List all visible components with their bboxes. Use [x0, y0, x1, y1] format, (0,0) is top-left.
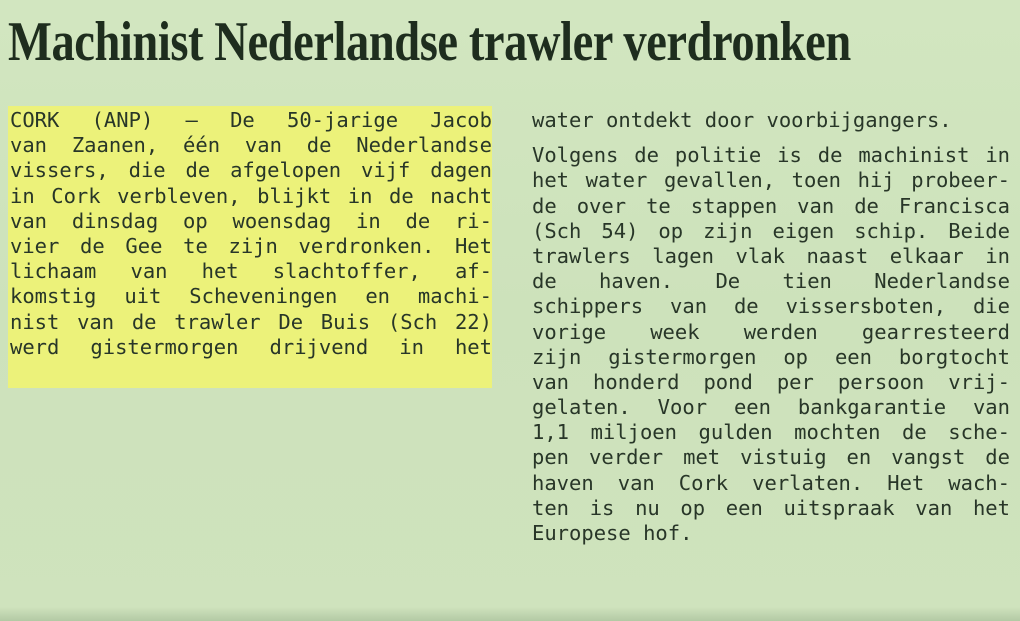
text-line: 1,1 miljoen gulden mochten de sche-: [532, 420, 1010, 445]
article-paragraph-1-continuation: [532, 108, 1010, 133]
text-line: vissers, die de afgelopen vijf dagen: [10, 158, 492, 183]
paragraph-gap: [532, 133, 1010, 143]
article-column-right: [532, 108, 1010, 546]
text-line: Europese hof.: [532, 521, 693, 545]
text-line: water ontdekt door voorbijgangers.: [532, 108, 952, 132]
text-line: pen verder met vistuig en vangst de: [532, 445, 1010, 470]
text-line: de haven. De tien Nederlandse: [532, 269, 1010, 294]
text-line: werd gistermorgen drijvend in het: [10, 334, 492, 359]
text-line: nist van de trawler De Buis (Sch 22): [10, 309, 492, 334]
text-line: zijn gistermorgen op een borgtocht: [532, 344, 1010, 369]
text-line: het water gevallen, toen hij probeer-: [532, 168, 1010, 193]
text-line: vier de Gee te zijn verdronken. Het: [10, 233, 492, 258]
text-line: (Sch 54) op zijn eigen schip. Beide: [532, 218, 1010, 243]
text-line: haven van Cork verlaten. Het wach-: [532, 470, 1010, 495]
text-line: trawlers lagen vlak naast elkaar in: [532, 243, 1010, 268]
text-line: van honderd pond per persoon vrij-: [532, 369, 1010, 394]
article-paragraph-2: [532, 143, 1010, 546]
page-edge-shadow: [0, 607, 1020, 621]
text-line: vorige week werden gearresteerd: [532, 319, 1010, 344]
text-line: komstig uit Scheveningen en machi-: [10, 284, 492, 309]
text-line: ten is nu op een uitspraak van het: [532, 495, 1010, 520]
text-line: de over te stappen van de Francisca: [532, 193, 1010, 218]
text-line: gelaten. Voor een bankgarantie van: [532, 395, 1010, 420]
text-line: CORK (ANP) — De 50-jarige Jacob: [10, 108, 492, 132]
text-line: schippers van de vissersboten, die: [532, 294, 1010, 319]
article-column-left: [10, 108, 492, 360]
text-line: van Zaanen, één van de Nederlandse: [10, 133, 492, 158]
text-line: in Cork verbleven, blijkt in de nacht: [10, 183, 492, 208]
text-line: van dinsdag op woensdag in de ri-: [10, 208, 492, 233]
text-line: lichaam van het slachtoffer, af-: [10, 259, 492, 284]
article-headline: Machinist Nederlandse trawler verdronken: [8, 11, 851, 73]
text-line: Volgens de politie is de machinist in: [532, 143, 1010, 168]
